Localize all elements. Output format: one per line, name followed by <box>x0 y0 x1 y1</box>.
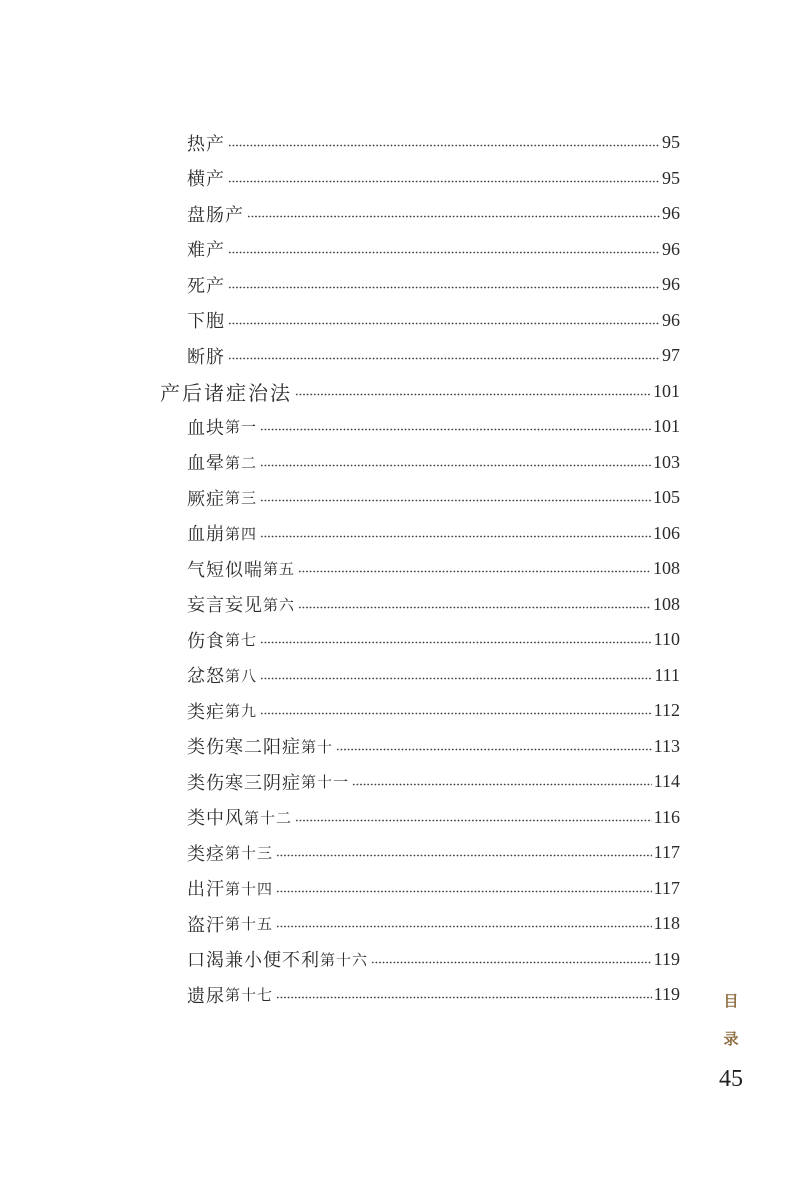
entry-ordinal: 第八 <box>225 666 258 685</box>
toc-entry[interactable] <box>187 942 680 978</box>
toc-entry[interactable] <box>187 871 680 907</box>
entry-ordinal: 第十三 <box>225 844 274 863</box>
section-page: 101 <box>653 380 680 401</box>
dot-leader <box>228 322 660 325</box>
entry-title: 盘肠产 <box>187 204 244 226</box>
dot-leader <box>260 535 651 538</box>
dot-leader <box>295 393 651 396</box>
entry-title: 遗尿 <box>187 985 225 1007</box>
toc-entry[interactable] <box>187 729 680 765</box>
toc-entry[interactable] <box>187 516 680 552</box>
entry-page: 96 <box>662 238 680 259</box>
toc-entry[interactable] <box>187 267 680 303</box>
toc-entry[interactable] <box>187 693 680 729</box>
entry-ordinal: 第五 <box>263 560 296 579</box>
toc-entry[interactable] <box>187 232 680 268</box>
dot-leader <box>228 251 660 254</box>
dot-leader <box>260 499 651 502</box>
entry-title: 类伤寒三阴症 <box>187 772 301 794</box>
side-label-char: 目 <box>723 992 739 1010</box>
dot-leader <box>260 464 651 467</box>
entry-page: 114 <box>653 771 680 792</box>
entry-page: 113 <box>653 735 680 756</box>
toc-entry[interactable] <box>187 764 680 800</box>
entry-ordinal: 第九 <box>225 702 258 721</box>
toc-entry[interactable] <box>187 480 680 516</box>
entry-ordinal: 第七 <box>225 631 258 650</box>
dot-leader <box>228 357 660 360</box>
entry-page: 117 <box>653 842 680 863</box>
entry-title: 厥症 <box>187 488 225 510</box>
entry-ordinal: 第十 <box>301 737 334 756</box>
dot-leader <box>228 144 660 147</box>
dot-leader <box>276 890 652 893</box>
dot-leader <box>276 854 652 857</box>
toc-entry[interactable] <box>187 196 680 232</box>
entry-page: 95 <box>662 132 680 153</box>
dot-leader <box>247 215 660 218</box>
entry-page: 112 <box>653 700 680 721</box>
dot-leader <box>336 748 652 751</box>
dot-leader <box>260 641 652 644</box>
entry-page: 110 <box>653 629 680 650</box>
toc-entry[interactable] <box>187 445 680 481</box>
entry-title: 血块 <box>187 417 225 439</box>
entry-title: 盗汗 <box>187 914 225 936</box>
entry-title: 难产 <box>187 240 225 262</box>
entry-title: 类中风 <box>187 808 244 830</box>
entry-ordinal: 第二 <box>225 453 258 472</box>
toc-section-heading[interactable] <box>160 374 680 410</box>
toc-entry[interactable] <box>187 587 680 623</box>
section-title: 产后诸症治法 <box>160 380 292 405</box>
entry-ordinal: 第四 <box>225 524 258 543</box>
entry-page: 96 <box>662 274 680 295</box>
toc-entry[interactable] <box>187 977 680 1013</box>
entry-ordinal: 第三 <box>225 489 258 508</box>
entry-ordinal: 第十一 <box>301 773 350 792</box>
entry-title: 伤食 <box>187 630 225 652</box>
dot-leader <box>276 925 652 928</box>
dot-leader <box>260 677 652 680</box>
toc-entry[interactable] <box>187 409 680 445</box>
entry-page: 119 <box>653 984 680 1005</box>
dot-leader <box>276 996 652 999</box>
dot-leader <box>371 961 652 964</box>
entry-title: 忿怒 <box>187 666 225 688</box>
dot-leader <box>352 783 652 786</box>
entry-page: 108 <box>653 593 680 614</box>
toc-entry[interactable] <box>187 835 680 871</box>
toc-entry[interactable] <box>187 551 680 587</box>
entry-title: 下胞 <box>187 311 225 333</box>
entry-title: 横产 <box>187 169 225 191</box>
dot-leader <box>295 819 652 822</box>
toc-entry[interactable] <box>187 338 680 374</box>
entry-ordinal: 第十二 <box>244 808 293 827</box>
entry-title: 口渴兼小便不利 <box>187 950 320 972</box>
entry-ordinal: 第六 <box>263 595 296 614</box>
toc-entry[interactable] <box>187 906 680 942</box>
entry-title: 气短似喘 <box>187 559 263 581</box>
dot-leader <box>298 570 651 573</box>
entry-title: 血晕 <box>187 453 225 475</box>
entry-page: 96 <box>662 309 680 330</box>
toc-entry[interactable] <box>187 658 680 694</box>
entry-page: 119 <box>653 948 680 969</box>
entry-ordinal: 第十七 <box>225 986 274 1005</box>
toc-entry[interactable] <box>187 125 680 161</box>
dot-leader <box>298 606 651 609</box>
entry-page: 103 <box>653 451 680 472</box>
entry-page: 106 <box>653 522 680 543</box>
entry-title: 类痉 <box>187 843 225 865</box>
entry-title: 热产 <box>187 133 225 155</box>
toc-entry[interactable] <box>187 303 680 339</box>
toc-entry[interactable] <box>187 622 680 658</box>
table-of-contents <box>0 125 800 1013</box>
dot-leader <box>260 428 651 431</box>
entry-page: 116 <box>653 806 680 827</box>
page-number: 45 <box>719 1066 743 1092</box>
entry-title: 血崩 <box>187 524 225 546</box>
entry-title: 妄言妄见 <box>187 595 263 617</box>
entry-ordinal: 第一 <box>225 418 258 437</box>
toc-entry[interactable] <box>187 161 680 197</box>
entry-ordinal: 第十五 <box>225 915 274 934</box>
entry-page: 101 <box>653 416 680 437</box>
entry-title: 出汗 <box>187 879 225 901</box>
entry-title: 死产 <box>187 275 225 297</box>
side-label-char: 录 <box>723 1030 739 1048</box>
entry-page: 95 <box>662 167 680 188</box>
dot-leader <box>228 286 660 289</box>
entry-page: 105 <box>653 487 680 508</box>
entry-page: 97 <box>662 345 680 366</box>
entry-ordinal: 第十四 <box>225 879 274 898</box>
entry-title: 类疟 <box>187 701 225 723</box>
entry-page: 118 <box>653 913 680 934</box>
entry-page: 117 <box>653 877 680 898</box>
entry-page: 108 <box>653 558 680 579</box>
entry-title: 断脐 <box>187 346 225 368</box>
entry-page: 96 <box>662 203 680 224</box>
dot-leader <box>228 180 660 183</box>
entry-title: 类伤寒二阳症 <box>187 737 301 759</box>
dot-leader <box>260 712 652 715</box>
entry-ordinal: 第十六 <box>320 950 369 969</box>
toc-entry[interactable] <box>187 800 680 836</box>
entry-page: 111 <box>654 664 680 685</box>
